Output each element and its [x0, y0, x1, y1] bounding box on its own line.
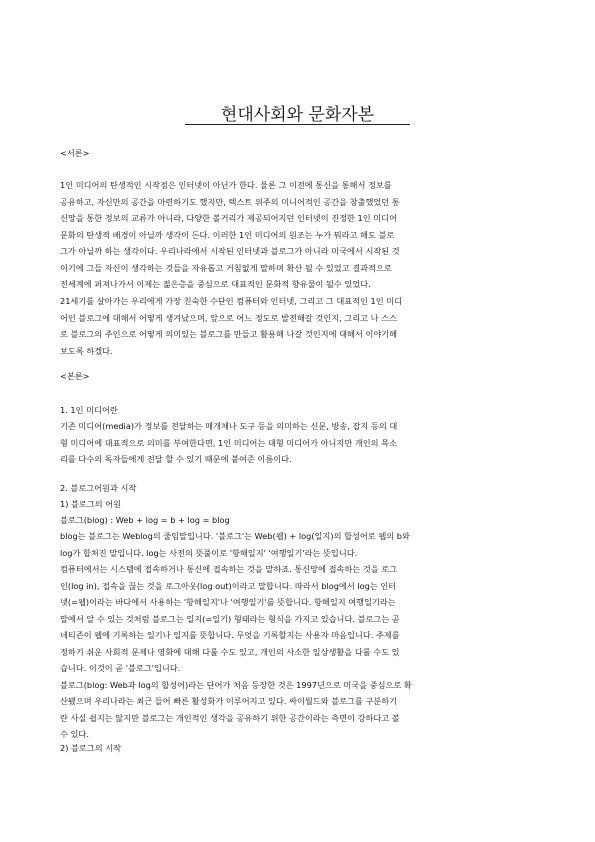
text-line: 습니다. 이것이 곧 '블로그'입니다.	[60, 663, 181, 673]
text-line: 신망을 통한 정보의 교류가 아니라, 다양한 볼거리가 제공되어지던 인터넷이 진정한 1인 미디어	[60, 213, 397, 223]
text-line: 공유하고, 자신만의 공간을 마련하기도 했지만, 텍스트 위주의 미니어적인 공간을 창출했었던 통	[60, 196, 400, 207]
text-line: log가 합쳐진 말입니다. log는 사전의 뜻풀이로 '항해일지' '여행일기'라는 뜻입니다.	[60, 547, 358, 558]
text-line: 보도록 하겠다.	[60, 345, 113, 356]
section-2-1-heading: 1) 블로그의 어원	[60, 499, 122, 509]
section-1-heading: 1. 1인 미디어란	[60, 405, 118, 415]
text-line: 어인 블로그에 대해서 어떻게 생겨났으며, 앞으로 어느 정도로 발전해갈 것인지, 그리고 나 스스	[60, 312, 397, 323]
text-line: 기존 미디어(media)가 정보를 전달하는 매개체나 도구 등을 의미하는 신문, 방송, 잡지 등의 대	[60, 421, 398, 431]
text-line: 인(log in), 접속을 끊는 것을 로그아웃(log out)이라고 말합니다. 따라서 blog에서 log는 인터	[60, 580, 397, 591]
intro-heading: <서론>	[60, 148, 90, 158]
text-line: 형 미디어에 대표적으로 의미를 부여한다면, 1인 미디어는 대형 미디어가 아니지만 개인의 목소	[60, 437, 397, 448]
text-line: 말에서 알 수 있는 것처럼 블로그는 일지(=일기) 형태라는 형식을 가지고 있습니다. 블로그는 곧	[60, 613, 400, 624]
text-line: blog는 블로그는 Weblog의 줄임말입니다. '블로그'는 Web(웹) + log(일지)의 합성어로 웹의 b와	[60, 531, 410, 541]
body-heading: <본론>	[60, 371, 90, 381]
text-line: 이기에 그들 자신이 생각하는 것들을 자유롭고 거침없게 말하며 확산 될 수 있었고 결과적으로	[60, 262, 392, 273]
text-line: 정하기 쉬운 사회적 문제나 영화에 대해 다룰 수도 있고, 개인의 사소한 일상생활을 다룰 수도 있	[60, 646, 400, 657]
text-line: 산됐으며 우리나라는 최근 들어 빠른 활성화가 이루어지고 있다. 싸이월드와 블로그를 구분하기	[60, 696, 398, 706]
text-line: 1인 미디어의 탄생적인 시작점은 인터넷이 아닌가 한다. 물론 그 이전에 통신을 통해서 정보를	[60, 180, 392, 190]
section-1-paragraph	[60, 418, 540, 468]
text-line: 리를 다수의 독자들에게 전달 할 수 있기 때문에 붙여준 이름이다.	[60, 454, 292, 464]
text-line: 21세기를 살아가는 우리에게 가장 친숙한 수단인 컴퓨터와 인터넷, 그리고 그 대표적인 1인 미디	[60, 296, 403, 306]
intro-paragraph-2	[60, 293, 540, 359]
text-line: 전세계에 퍼져나가서 이제는 젊은층을 중심으로 대표적인 문화적 향유물이 될수 있었다.	[60, 279, 371, 289]
text-line: 문화의 탄생적 배경이 아닐까 생각이 든다. 이러한 1인 미디어의 원조는 누가 뭐라고 해도 블로	[60, 229, 395, 240]
blog-formula: 블로그(blog) : Web + log = b + log = blog	[60, 515, 230, 525]
text-line: 블로그(blog: Web과 log의 합성어)라는 단어가 처음 등장한 것은 1997년으로 미국을 중심으로 확	[60, 679, 412, 690]
text-line: 수 있다.	[60, 729, 89, 739]
title-underline	[185, 124, 410, 125]
intro-paragraph-1	[60, 177, 540, 293]
section-2-paragraph	[60, 528, 540, 743]
text-line: 그가 아닐까 하는 생각이다. 우리나라에서 시작된 인터넷과 블로그가 아니라 미국에서 시작된 것	[60, 246, 400, 256]
section-2-2-heading: 2) 블로그의 시작	[60, 743, 122, 753]
text-line: 네티즌이 웹에 기록하는 일기나 일지를 뜻합니다. 무엇을 기록할지는 사용자 마음입니다. 주제를	[60, 630, 400, 640]
text-line: 란 사실 쉽지는 않지만 블로그는 개인적인 생각을 공유하기 위한 공간이라는 측면이 강하다고 볼	[60, 712, 400, 723]
text-line: 로 블로그의 주인으로 어떻게 의미있는 블로그를 만들고 활용해 나갈 것인지에 대해서 이야기해	[60, 329, 398, 339]
text-line: 컴퓨터에서는 시스템에 접속하거나 통신에 접속하는 것을 말하죠. 통신망에 접속하는 것을 로그	[60, 564, 398, 574]
text-line: 넷(=웹)이라는 바다에서 사용하는 '항해일지'나 '여행일기'를 뜻합니다. 항해일지 여행일기라는	[60, 597, 396, 607]
document-title: 현대사회와 문화자본	[220, 105, 375, 125]
section-2-heading: 2. 블로그어원과 시작	[60, 483, 137, 493]
